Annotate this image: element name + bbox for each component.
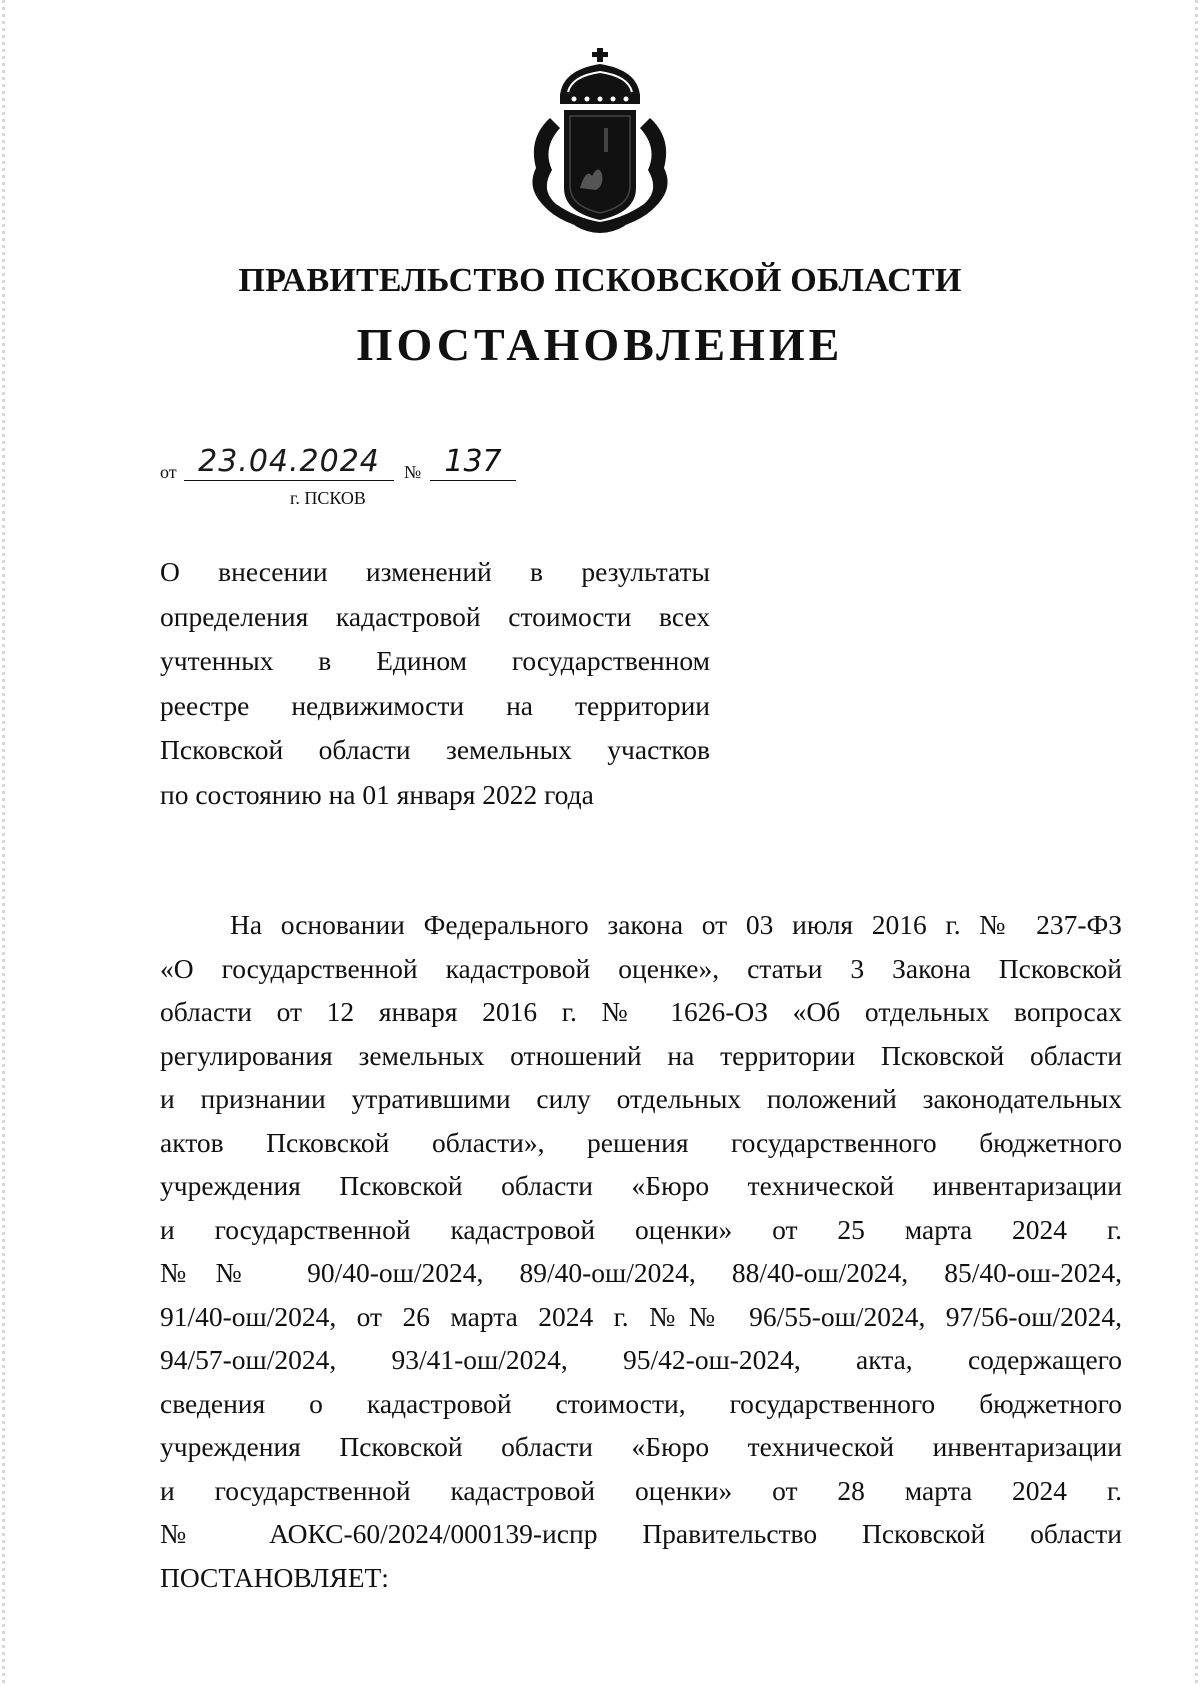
subject-line: учтенных в Едином государственном	[160, 645, 710, 676]
scan-edge-left	[2, 0, 5, 1686]
document-body	[160, 903, 1122, 1599]
body-line: учреждения Псковской области «Бюро технической инвентаризации	[160, 1431, 1122, 1462]
number-sign: №	[404, 462, 422, 482]
city-label: г. ПСКОВ	[290, 488, 366, 508]
document-type-title: ПОСТАНОВЛЕНИЕ	[356, 319, 844, 370]
body-line: регулирования земельных отношений на территории Псковской области	[160, 1039, 1122, 1071]
body-line: «О государственной кадастровой оценке», статьи 3 Закона Псковской	[160, 952, 1122, 984]
subject-line: Псковской области земельных участков	[160, 734, 710, 765]
subject-line: определения кадастровой стоимости всех	[160, 600, 710, 632]
body-line: № АОКС-60/2024/000139-испр Правительство Псковской области	[160, 1518, 1122, 1549]
body-line: учреждения Псковской области «Бюро технической инвентаризации	[160, 1170, 1122, 1201]
body-line: №№ 90/40-ош/2024, 89/40-ош/2024, 88/40-ош/2024, 85/40-ош-2024,	[160, 1257, 1122, 1288]
body-line: и государственной кадастровой оценки» от 28 марта 2024 г.	[160, 1474, 1122, 1506]
subject-line: реестре недвижимости на территории	[160, 689, 710, 721]
body-line: актов Псковской области», решения государственного бюджетного	[160, 1126, 1122, 1158]
date-prefix: от	[160, 462, 177, 482]
body-line: ПОСТАНОВЛЯЕТ:	[160, 1561, 389, 1593]
document-subject	[160, 550, 710, 817]
handwritten-number: 137	[430, 444, 516, 481]
body-line: 91/40-ош/2024, от 26 марта 2024 г. №№ 96/55-ош/2024, 97/56-ош/2024,	[160, 1300, 1122, 1332]
scan-edge-right	[1195, 0, 1198, 1686]
handwritten-date: 23.04.2024	[184, 444, 394, 481]
subject-line: О внесении изменений в результаты	[160, 556, 710, 587]
subject-line: по состоянию на 01 января 2022 года	[160, 778, 594, 810]
body-line: и признании утратившими силу отдельных положений законодательных	[160, 1083, 1122, 1114]
organization-title: ПРАВИТЕЛЬСТВО ПСКОВСКОЙ ОБЛАСТИ	[238, 262, 962, 299]
body-line: 94/57-ош/2024, 93/41-ош/2024, 95/42-ош-2024, акта, содержащего	[160, 1344, 1122, 1375]
body-line: и государственной кадастровой оценки» от 25 марта 2024 г.	[160, 1213, 1122, 1245]
body-line: На основании Федерального закона от 03 июля 2016 г. № 237-ФЗ	[230, 909, 1122, 940]
body-line: области от 12 января 2016 г. № 1626-ОЗ «Об отдельных вопросах	[160, 996, 1122, 1027]
body-line: сведения о кадастровой стоимости, государственного бюджетного	[160, 1387, 1122, 1419]
coat-of-arms-icon	[520, 48, 680, 238]
